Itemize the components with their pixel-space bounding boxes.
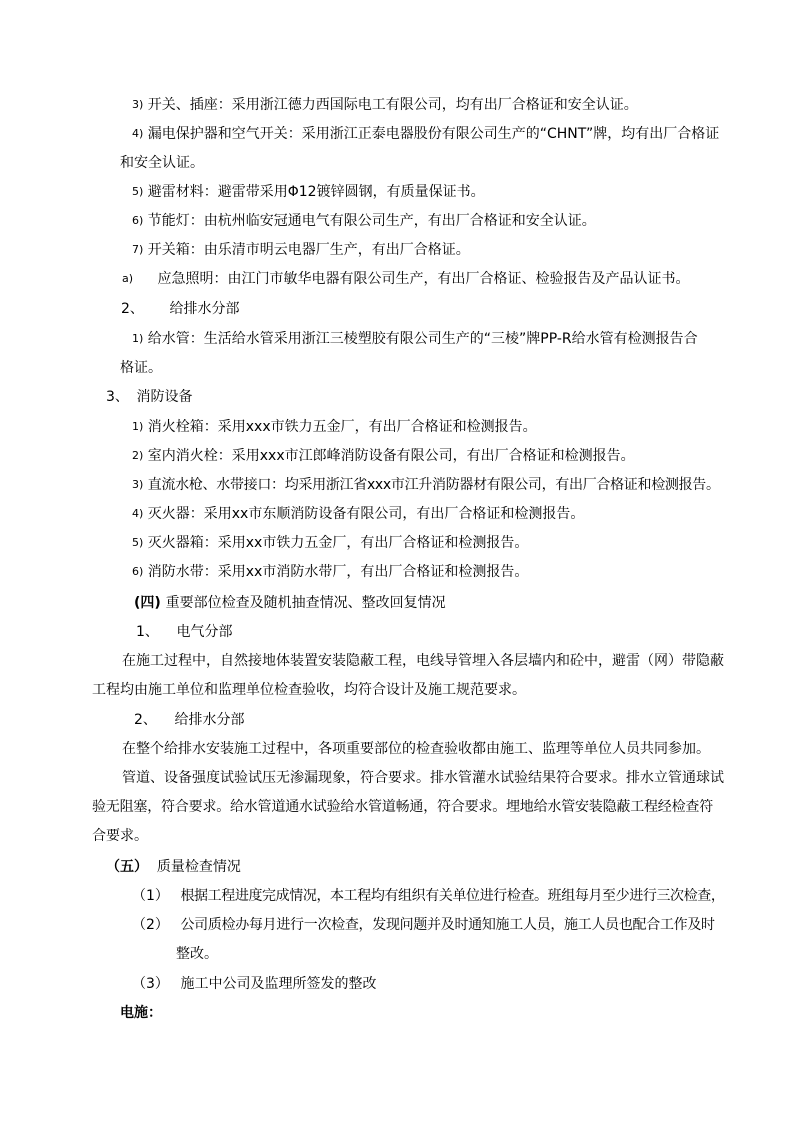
sub-marker: 1、: [136, 624, 159, 640]
list-item-text: 给水管：生活给水管采用浙江三棱塑胶有限公司生产的“三棱”牌PP-R给水管有检测报告合: [147, 331, 698, 347]
list-item-text: 消防水带：采用xx市消防水带厂，有出厂合格证和检测报告。: [147, 564, 529, 580]
list-marker: 5): [132, 536, 144, 549]
list-marker: 2): [132, 449, 144, 462]
section-4-sub-2-para-2-line-3: [92, 827, 148, 845]
list-marker: 7): [132, 243, 144, 256]
fire-item-4: [132, 505, 584, 523]
sub-marker: 2、: [134, 712, 157, 728]
list-marker: 4): [132, 507, 144, 520]
section-4-sub-2: [134, 711, 244, 729]
paragraph-text: 工程均由施工单位和监理单位检查验收，均符合设计及施工规范要求。: [92, 682, 526, 698]
list-marker: （2）: [132, 917, 169, 933]
section-5-item-2-continuation: [176, 945, 218, 963]
list-marker: 1): [132, 332, 144, 345]
electrical-item-3: [132, 96, 638, 114]
list-marker: （1）: [132, 888, 169, 904]
drainage-item-1-continuation: [120, 359, 162, 377]
drainage-item-1: [132, 330, 698, 348]
electrical-item-4: [132, 125, 719, 143]
heading-marker: 2、: [121, 301, 144, 317]
list-item-text: 消火栓箱：采用xxx市铁力五金厂，有出厂合格证和检测报告。: [147, 419, 537, 435]
heading-text: 给排水分部: [169, 301, 240, 317]
list-marker: 3): [132, 98, 144, 111]
list-item-text: 漏电保护器和空气开关：采用浙江正泰电器股份有限公司生产的“CHNT”牌，均有出厂合格证: [147, 126, 720, 142]
drainage-heading: [121, 300, 239, 318]
paragraph-text: 管道、设备强度试验试压无渗漏现象，符合要求。排水管灌水试验结果符合要求。排水立管通球试: [122, 770, 724, 786]
list-marker: a): [122, 272, 134, 285]
section-4-sub-1-para-line-2: [92, 681, 526, 699]
section-marker: （五）: [106, 859, 148, 875]
heading-text: 消防设备: [136, 389, 193, 405]
fire-item-3: [132, 476, 720, 494]
heading-marker: 3、: [106, 389, 129, 405]
list-marker: （3）: [132, 976, 169, 992]
fire-item-1: [132, 418, 537, 436]
list-item-continuation: 和安全认证。: [120, 155, 204, 171]
list-item-continuation: 整改。: [176, 946, 218, 962]
trailing-label: [120, 1004, 162, 1022]
section-5-heading: [106, 858, 241, 876]
section-5-item-1: [132, 887, 724, 905]
fire-item-2: [132, 447, 635, 465]
list-item-text: 节能灯：由杭州临安冠通电气有限公司生产，有出厂合格证和安全认证。: [147, 213, 596, 229]
sub-title: 电气分部: [176, 624, 233, 640]
electrical-item-6: [132, 212, 596, 230]
section-4-sub-1: [136, 623, 232, 641]
list-item-text: 开关箱：由乐清市明云电器厂生产，有出厂合格证。: [147, 242, 470, 258]
electrical-item-5: [132, 183, 485, 201]
list-marker: 4): [132, 127, 144, 140]
list-item-text: 根据工程进度完成情况，本工程均有组织有关单位进行检查。班组每月至少进行三次检查，: [180, 888, 725, 904]
fire-item-5: [132, 534, 528, 552]
list-item-text: 直流水枪、水带接口：均采用浙江省xxx市江升消防器材有限公司，有出厂合格证和检测报告。: [147, 477, 720, 493]
section-4-sub-2-para-2-line-1: [122, 769, 724, 787]
section-5-item-2: [132, 916, 715, 934]
list-marker: 6): [132, 214, 144, 227]
list-item-text: 施工中公司及监理所签发的整改: [180, 976, 377, 992]
trailing-text: 电施：: [120, 1005, 162, 1021]
paragraph-text: 在施工过程中，自然接地体装置安装隐蔽工程，电线导管埋入各层墙内和砼中，避雷（网）带隐蔽: [122, 653, 724, 669]
sub-title: 给排水分部: [174, 712, 245, 728]
section-5-item-3: [132, 975, 376, 993]
fire-item-6: [132, 563, 528, 581]
list-item-text: 开关、插座：采用浙江德力西国际电工有限公司，均有出厂合格证和安全认证。: [147, 97, 638, 113]
section-4-sub-2-para-2-line-2: [92, 798, 713, 816]
paragraph-text: 合要求。: [92, 828, 148, 844]
section-4-heading: [134, 594, 446, 612]
section-4-sub-2-para-1: [122, 740, 710, 758]
list-marker: 3): [132, 478, 144, 491]
list-item-text: 灭火器箱：采用xx市铁力五金厂，有出厂合格证和检测报告。: [147, 535, 529, 551]
section-title: 质量检查情况: [156, 859, 241, 875]
electrical-item-a: [122, 270, 690, 288]
list-item-continuation: 格证。: [120, 360, 162, 376]
paragraph-text: 在整个给排水安装施工过程中，各项重要部位的检查验收都由施工、监理等单位人员共同参加。: [122, 741, 710, 757]
electrical-item-4-continuation: [120, 154, 204, 172]
list-marker: 1): [132, 420, 144, 433]
section-4-sub-1-para-line-1: [122, 652, 724, 670]
paragraph-text: 验无阻塞，符合要求。给水管道通水试验给水管道畅通，符合要求。埋地给水管安装隐蔽工程经检查符: [92, 799, 713, 815]
section-marker: (四): [134, 595, 161, 611]
fire-heading: [106, 388, 192, 406]
list-marker: 6): [132, 565, 144, 578]
list-item-text: 应急照明：由江门市敏华电器有限公司生产，有出厂合格证、检验报告及产品认证书。: [157, 271, 690, 287]
list-item-text: 室内消火栓：采用xxx市江郎峰消防设备有限公司，有出厂合格证和检测报告。: [147, 448, 635, 464]
list-marker: 5): [132, 185, 144, 198]
list-item-text: 灭火器：采用xx市东顺消防设备有限公司，有出厂合格证和检测报告。: [147, 506, 585, 522]
electrical-item-7: [132, 241, 470, 259]
list-item-text: 公司质检办每月进行一次检查，发现问题并及时通知施工人员，施工人员也配合工作及时: [180, 917, 715, 933]
list-item-text: 避雷材料：避雷带采用Φ12镀锌圆钢，有质量保证书。: [147, 184, 485, 200]
section-title: 重要部位检查及随机抽查情况、整改回复情况: [165, 595, 446, 611]
